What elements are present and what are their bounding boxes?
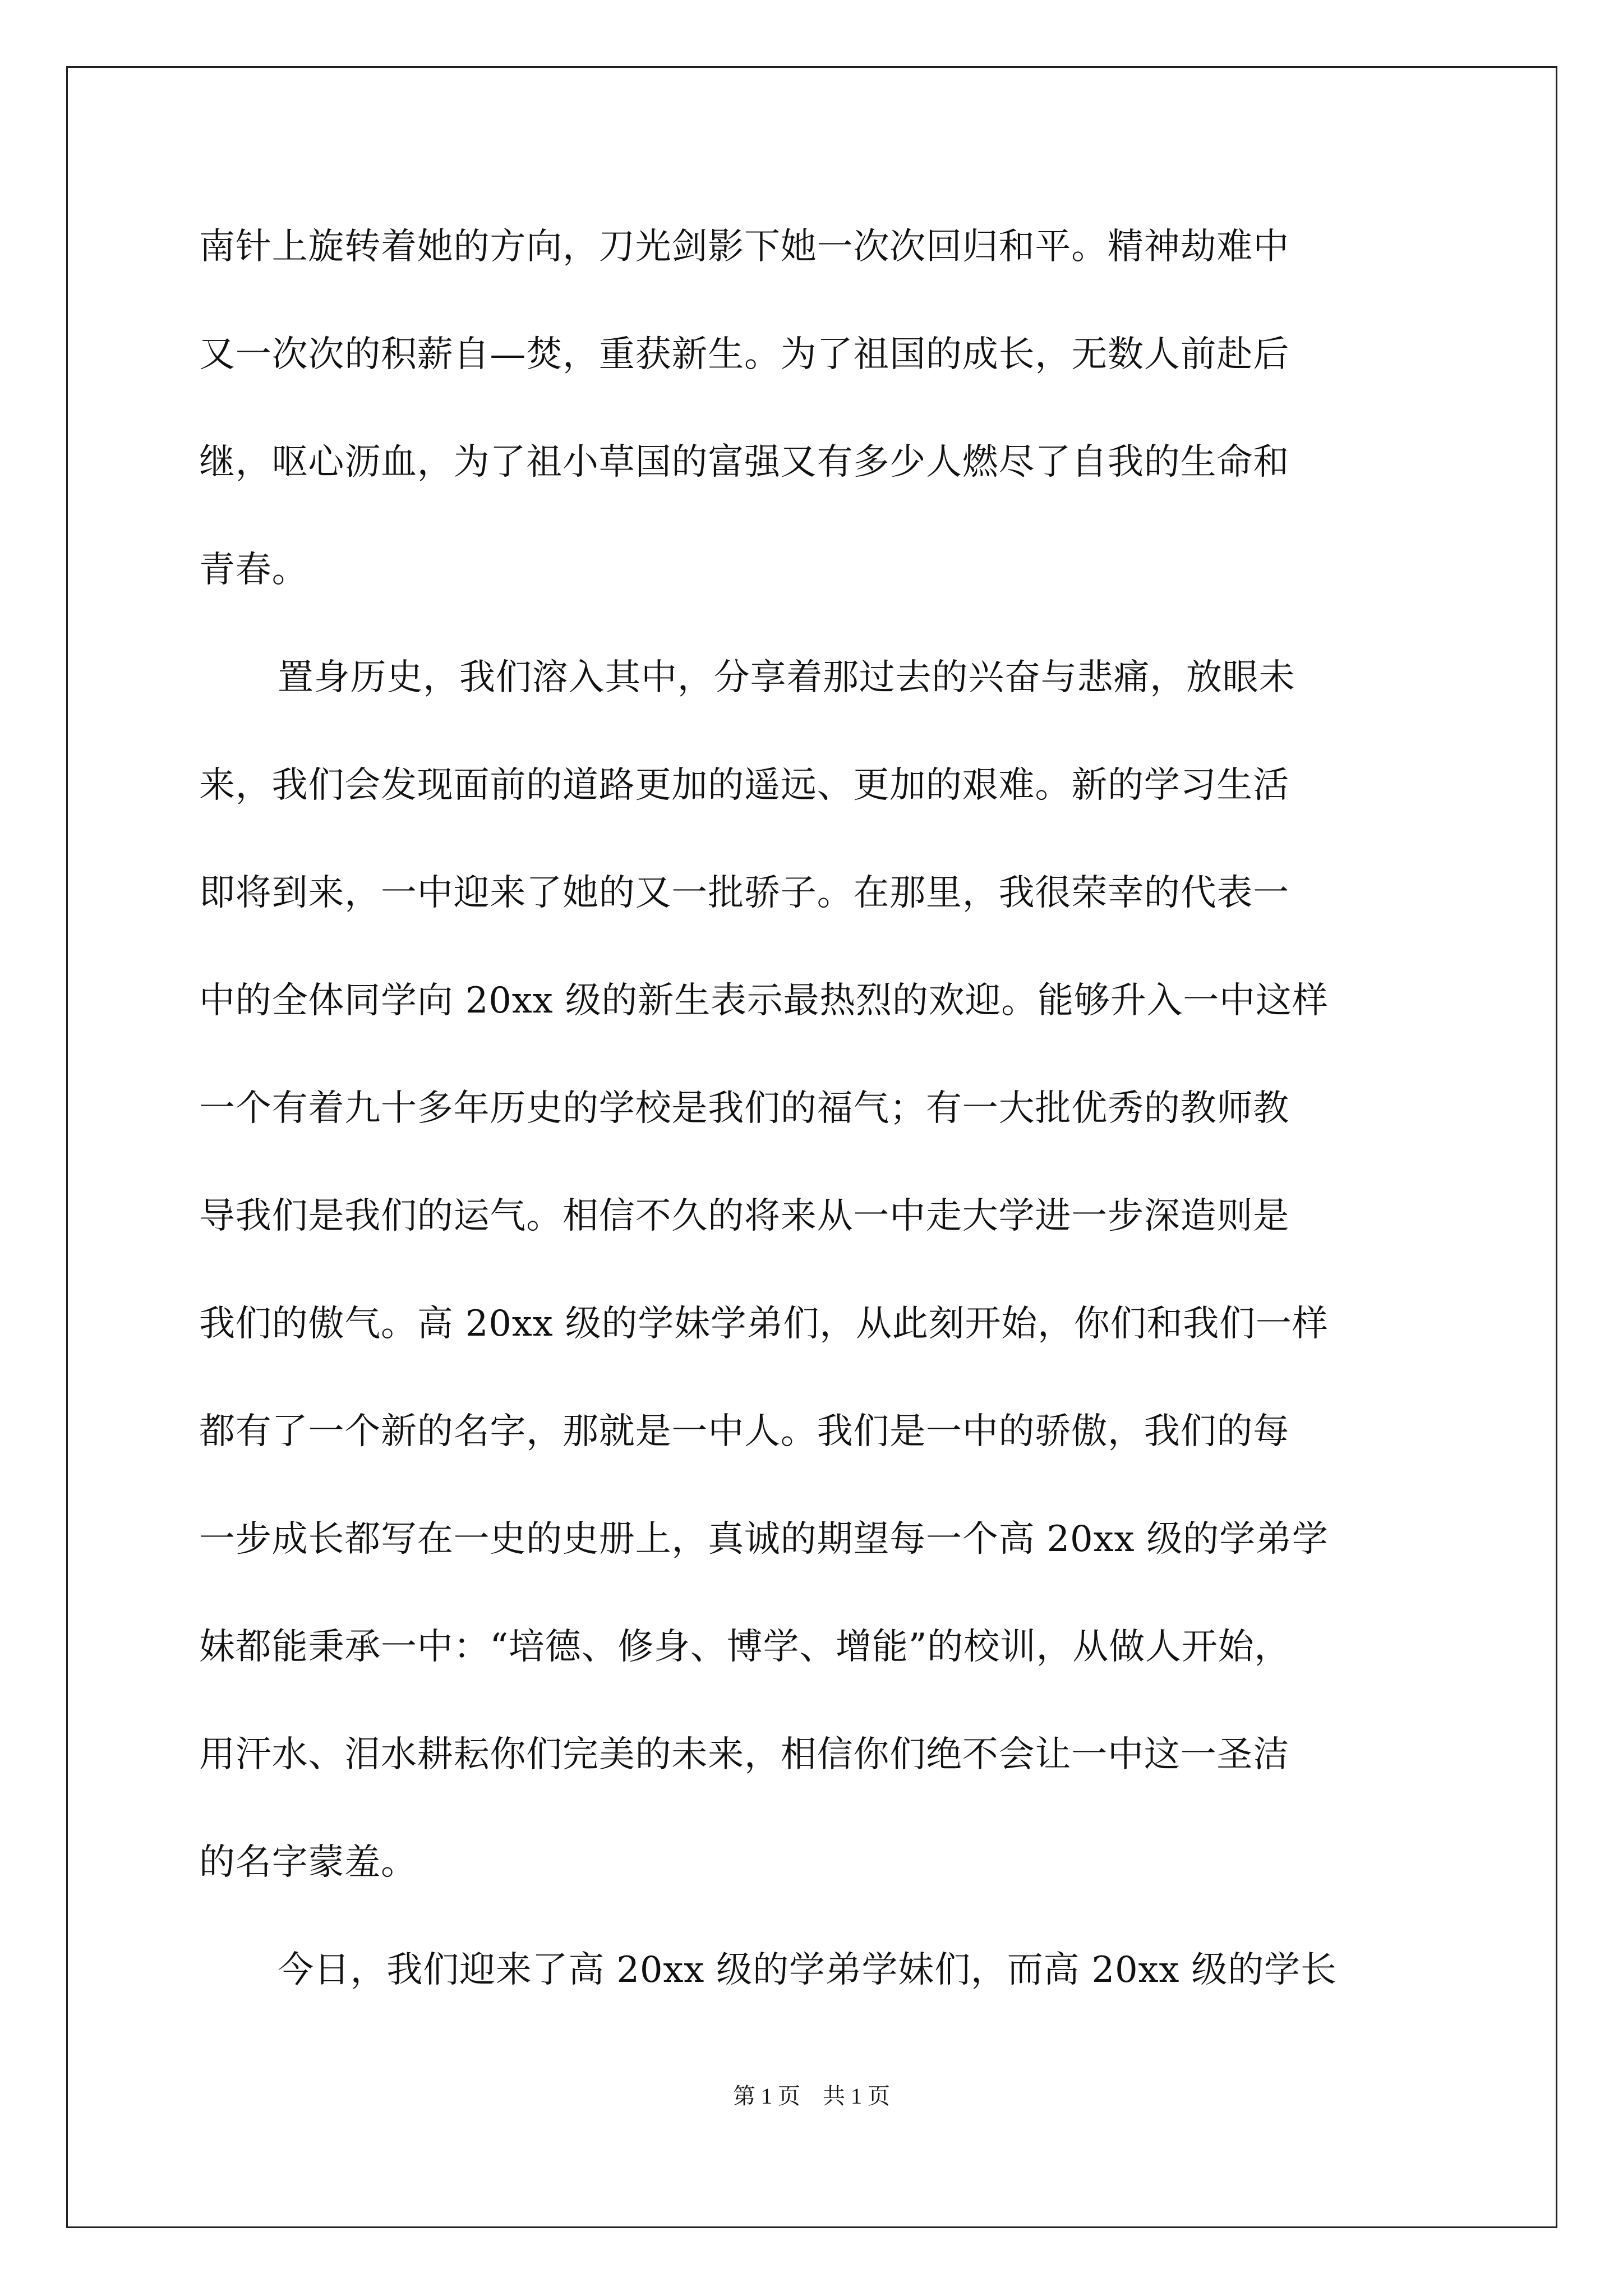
text-line: 妹都能秉承一中：“培德、修身、博学、增能”的校训，从做人开始， xyxy=(199,1626,1291,1668)
text-line: 继，呕心沥血，为了祖小草国的富强又有多少人燃尽了自我的生命和 xyxy=(199,441,1289,483)
text-line: 导我们是我们的运气。相信不久的将来从一中走大学进一步深造则是 xyxy=(199,1195,1289,1237)
text-line: 南针上旋转着她的方向，刀光剑影下她一次次回归和平。精神劫难中 xyxy=(199,226,1289,268)
paragraph-first-line: 置身历史，我们溶入其中，分享着那过去的兴奋与悲痛，放眼未 xyxy=(278,657,1295,698)
text-line: 一步成长都写在一史的史册上，真诚的期望每一个高 20xx 级的学弟学 xyxy=(199,1519,1329,1560)
text-line: 的名字蒙羞。 xyxy=(199,1842,417,1883)
text-line: 一个有着九十多年历史的学校是我们的福气；有一大批优秀的教师教 xyxy=(199,1088,1289,1129)
text-line: 中的全体同学向 20xx 级的新生表示最热烈的欢迎。能够升入一中这样 xyxy=(199,980,1329,1022)
paragraph-first-line: 今日，我们迎来了高 20xx 级的学弟学妹们，而高 20xx 级的学长 xyxy=(278,1949,1337,1991)
text-line: 我们的傲气。高 20xx 级的学妹学弟们，从此刻开始，你们和我们一样 xyxy=(199,1303,1329,1345)
page-footer xyxy=(0,2079,1623,2113)
page-total: 共 1 页 xyxy=(823,2083,890,2109)
text-line: 用汗水、泪水耕耘你们完美的未来，相信你们绝不会让一中这一圣洁 xyxy=(199,1734,1289,1775)
document-body xyxy=(199,220,1424,2051)
text-line: 都有了一个新的名字，那就是一中人。我们是一中的骄傲，我们的每 xyxy=(199,1411,1289,1452)
page-number: 第 1 页 xyxy=(733,2083,800,2109)
text-line: 即将到来，一中迎来了她的又一批骄子。在那里，我很荣幸的代表一 xyxy=(199,872,1289,914)
text-line: 又一次次的积薪自—焚，重获新生。为了祖国的成长，无数人前赴后 xyxy=(199,334,1289,375)
text-line: 来，我们会发现面前的道路更加的遥远、更加的艰难。新的学习生活 xyxy=(199,765,1289,806)
text-line: 青春。 xyxy=(199,549,308,591)
